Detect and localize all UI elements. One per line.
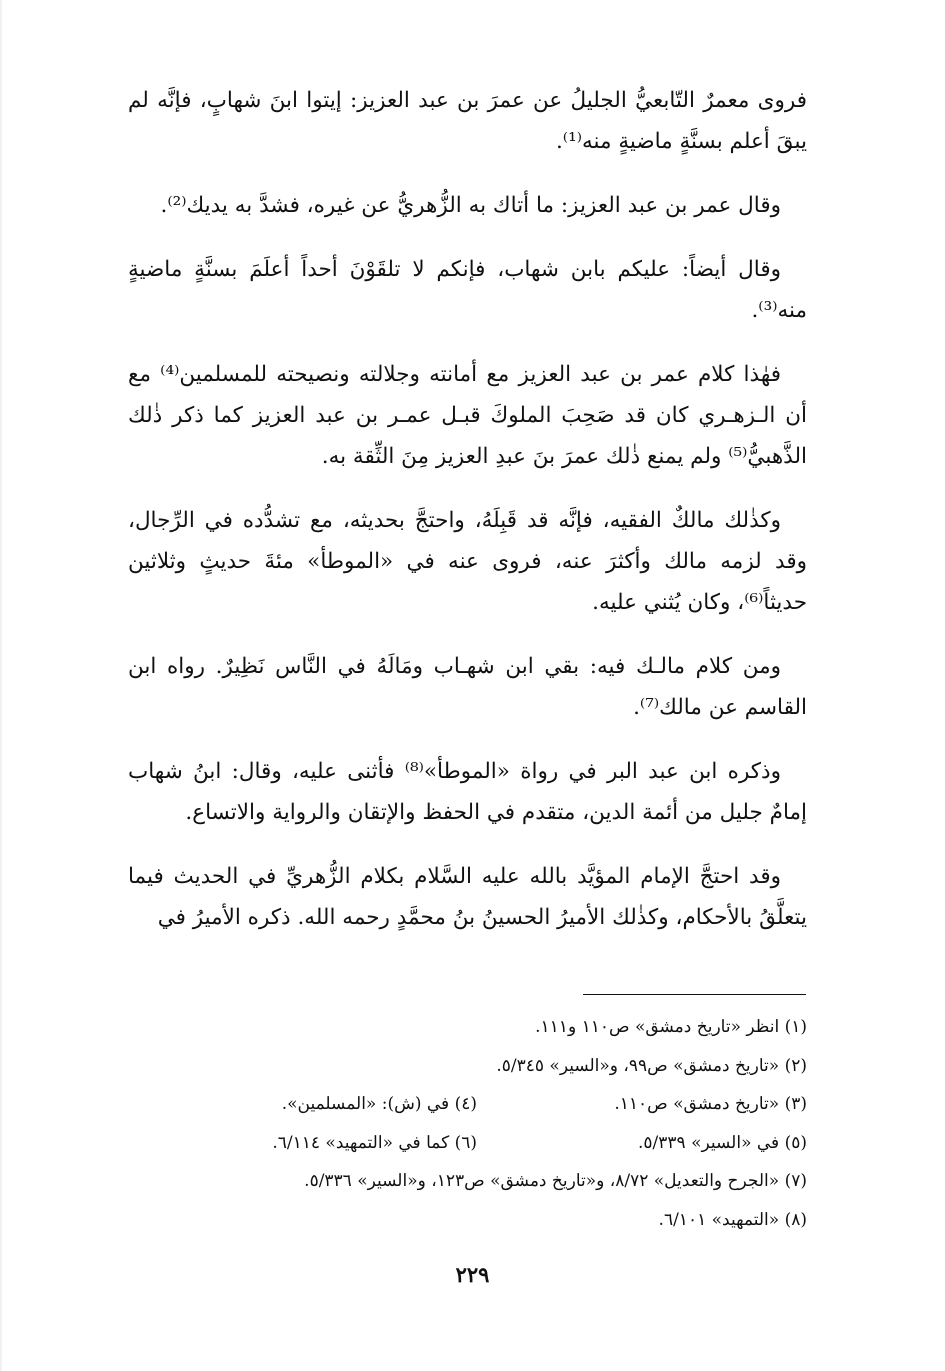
- paragraph: وذكره ابن عبد البر في رواة «الموطأ»⁽⁸⁾ فأثنى عليه، وقال: ابنُ شهاب إمامٌ جليل من أئمة الدين، متقدم في الحفظ والإتقان والرواية والاتساع.: [128, 759, 807, 825]
- footnote-divider: [583, 994, 806, 995]
- paragraph: ومن كلام مالـك فيه: بقي ابن شهـاب ومَالَهُ في النَّاس نَظِيرٌ. رواه ابن القاسم عن مالك⁽⁷⁾.: [128, 654, 807, 720]
- footnote-8: (٨) «التمهيد» ٦/١٠١.: [658, 1209, 807, 1230]
- footnote-row: [130, 1047, 807, 1086]
- footnote-5: (٥) في «السير» ٥/٣٣٩.: [638, 1132, 807, 1153]
- footnote-4: (٤) في (ش): «المسلمين».: [281, 1094, 477, 1114]
- footnote-row: [130, 1201, 807, 1240]
- main-text: [128, 80, 807, 961]
- paragraph: وكذٰلك مالكٌ الفقيه، فإنَّه قد قَبِلَهُ، واحتجَّ بحديثه، مع تشدُّده في الرِّجال، وقد لزمه مالك وأكثرَ عنه، فروى عنه في «الموطأ» مئةَ حديثٍ وثلاثين حديثاً⁽⁶⁾، وكان يُثني عليه.: [128, 508, 807, 615]
- paragraph: فهٰذا كلام عمر بن عبد العزيز مع أمانته وجلالته ونصيحته للمسلمين⁽⁴⁾ مع أن الـزهـري كان قد صَحِبَ الملوكَ قبـل عمـر بن عبد العزيز كما ذكر ذٰلك الذَّهبيُّ⁽⁵⁾ ولم يمنع ذٰلك عمرَ بنَ عبدِ العزيز مِنَ الثِّقة به.: [128, 362, 807, 469]
- footnote-row: [130, 1085, 807, 1124]
- footnote-row: [130, 1124, 807, 1163]
- footnotes: [130, 1008, 807, 1239]
- footnote-2: (٢) «تاريخ دمشق» ص٩٩، و«السير» ٥/٣٤٥.: [496, 1055, 807, 1076]
- footnote-7: (٧) «الجرح والتعديل» ٨/٧٢، و«تاريخ دمشق» ص١٢٣، و«السير» ٥/٣٣٦.: [304, 1171, 807, 1191]
- footnote-1: (١) انظر «تاريخ دمشق» ص١١٠ و١١١.: [535, 1017, 807, 1037]
- footnote-6: (٦) كما في «التمهيد» ٦/١١٤.: [272, 1132, 477, 1153]
- footnote-row: [130, 1162, 807, 1201]
- paragraph: وقال أيضاً: عليكم بابن شهاب، فإنكم لا تلقَوْنَ أحداً أعلَمَ بسنَّةٍ ماضيةٍ منه⁽³⁾.: [128, 257, 807, 323]
- paragraph: فروى معمرٌ التّابعيُّ الجليلُ عن عمرَ بن عبد العزيز: إيتوا ابنَ شهابٍ، فإنَّه لم يبقَ أعلم بسنَّةٍ ماضيةٍ منه⁽¹⁾.: [128, 88, 807, 154]
- page-number: ٢٢٩: [455, 1262, 490, 1287]
- paragraph: وقال عمر بن عبد العزيز: ما أتاك به الزُّهريُّ عن غيره، فشدَّ به يديك⁽²⁾.: [160, 193, 781, 218]
- footnote-row: [130, 1008, 807, 1047]
- paragraph: وقد احتجَّ الإمام المؤيَّد بالله عليه السَّلام بكلام الزُّهريِّ في الحديث فيما يتعلَّقُ بالأحكام، وكذٰلك الأميرُ الحسينُ بنُ محمَّدٍ رحمه الله. ذكره الأميرُ في: [128, 864, 807, 930]
- footnote-3: (٣) «تاريخ دمشق» ص١١٠.: [614, 1094, 807, 1114]
- scan-edge: [0, 0, 2, 1371]
